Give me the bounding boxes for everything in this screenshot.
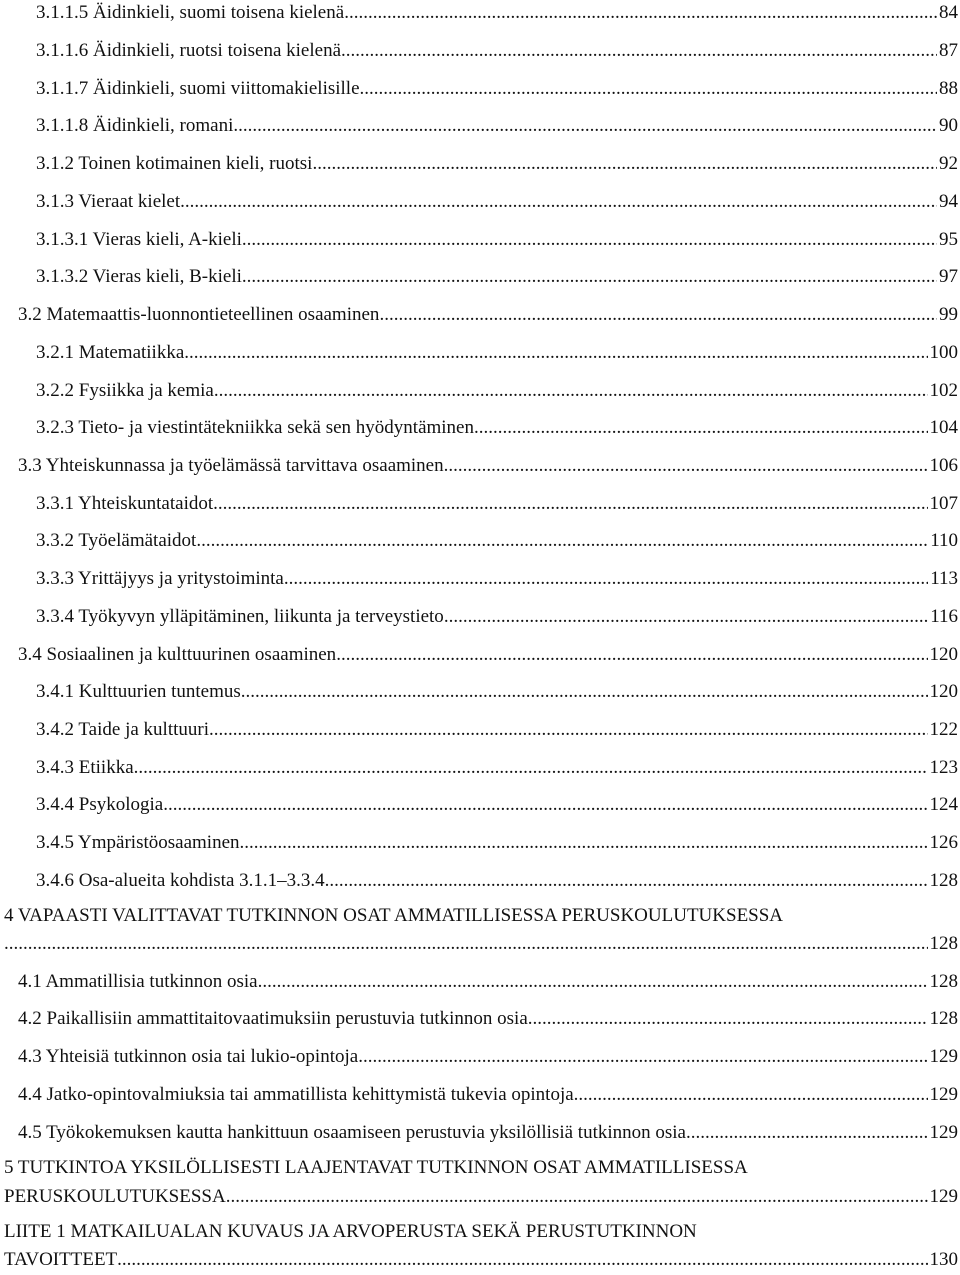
dot-leader [240, 832, 928, 854]
toc-entry-page: 129 [929, 1122, 958, 1143]
toc-entry-page: 120 [929, 681, 958, 702]
dot-leader [284, 568, 928, 590]
toc-entry-title: 3.2.2 Fysiikka ja kemia [36, 380, 214, 401]
dot-leader [474, 417, 928, 439]
toc-entry-title: 3.2 Matemaattis-luonnontieteellinen osaaminen [18, 304, 380, 325]
toc-entry-title: 3.4.1 Kulttuurien tuntemus [36, 681, 241, 702]
toc-entry-page: 99 [939, 304, 958, 325]
toc-entry[interactable] [36, 115, 958, 141]
toc-entry[interactable] [36, 229, 958, 255]
dot-leader [134, 757, 928, 779]
toc-entry[interactable] [36, 719, 958, 745]
toc-entry-page: 123 [929, 757, 958, 778]
toc-entry[interactable] [18, 304, 958, 330]
dot-leader [226, 1186, 928, 1208]
toc-entry-title: 3.4.5 Ympäristöosaaminen [36, 832, 240, 853]
dot-leader [336, 644, 927, 666]
toc-entry[interactable] [18, 1046, 958, 1072]
toc-entry[interactable] [36, 40, 958, 66]
dot-leader [344, 2, 937, 24]
toc-entry-page: 94 [939, 191, 958, 212]
toc-entry-title[interactable]: LIITE 1 MATKAILUALAN KUVAUS JA ARVOPERUSTA SEKÄ PERUSTUTKINNON [4, 1221, 697, 1242]
toc-entry-title-cont: PERUSKOULUTUKSESSA [4, 1186, 226, 1207]
toc-entry-page: 88 [939, 78, 958, 99]
toc-entry-title: 3.1.3 Vieraat kielet [36, 191, 181, 212]
toc-entry[interactable] [4, 1249, 958, 1275]
toc-entry-title: 3.4.3 Etiikka [36, 757, 134, 778]
toc-entry-page: 102 [929, 380, 958, 401]
toc-entry[interactable] [36, 342, 958, 368]
dot-leader [241, 681, 928, 703]
toc-entry[interactable] [18, 644, 958, 670]
toc-entry[interactable] [18, 455, 958, 481]
toc-entry-title: 3.1.1.6 Äidinkieli, ruotsi toisena kielenä [36, 40, 342, 61]
toc-entry-title: 4.2 Paikallisiin ammattitaitovaatimuksiin perustuvia tutkinnon osia [18, 1008, 528, 1029]
toc-entry-page: 100 [929, 342, 958, 363]
toc-entry-page: 129 [929, 1084, 958, 1105]
toc-entry-title: 3.3 Yhteiskunnassa ja työelämässä tarvittava osaaminen [18, 455, 444, 476]
toc-entry[interactable] [36, 870, 958, 896]
toc-entry-title: 3.1.1.7 Äidinkieli, suomi viittomakielisille [36, 78, 360, 99]
toc-entry-title: 4.3 Yhteisiä tutkinnon osia tai lukio-opintoja [18, 1046, 359, 1067]
toc-entry[interactable] [36, 380, 958, 406]
toc-entry-title: 3.4.4 Psykologia [36, 794, 164, 815]
toc-entry[interactable] [36, 191, 958, 217]
toc-entry-title: 3.4.6 Osa-alueita kohdista 3.1.1–3.3.4 [36, 870, 325, 891]
dot-leader [325, 870, 928, 892]
toc-entry-title: 4.1 Ammatillisia tutkinnon osia [18, 971, 258, 992]
toc-entry-title: 3.1.3.2 Vieras kieli, B-kieli [36, 266, 242, 287]
dot-leader [242, 266, 937, 288]
dot-leader [233, 115, 937, 137]
dot-leader [213, 493, 927, 515]
toc-entry-title[interactable]: 4 VAPAASTI VALITTAVAT TUTKINNON OSAT AMMATILLISESSA PERUSKOULUTUKSESSA [4, 905, 784, 926]
toc-entry[interactable] [36, 530, 958, 556]
toc-entry-page: 84 [939, 2, 958, 23]
toc-entry[interactable] [4, 1186, 958, 1212]
toc-entry[interactable] [36, 266, 958, 292]
dot-leader [686, 1122, 928, 1144]
toc-entry-page: 113 [930, 568, 958, 589]
toc-entry-page: 128 [929, 933, 958, 954]
toc-entry-page: 126 [929, 832, 958, 853]
toc-entry[interactable] [36, 493, 958, 519]
toc-entry-page: 129 [929, 1186, 958, 1207]
dot-leader [184, 342, 927, 364]
dot-leader [258, 971, 928, 993]
toc-entry[interactable] [36, 832, 958, 858]
toc-entry-page: 129 [929, 1046, 958, 1067]
dot-leader [242, 229, 937, 251]
toc-entry[interactable] [36, 568, 958, 594]
toc-entry-title: 4.4 Jatko-opintovalmiuksia tai ammatillista kehittymistä tukevia opintoja [18, 1084, 574, 1105]
toc-entry-page: 92 [939, 153, 958, 174]
toc-entry-title-cont: TAVOITTEET [4, 1249, 118, 1270]
toc-entry-page: 120 [929, 644, 958, 665]
toc-entry-page: 130 [929, 1249, 958, 1270]
toc-entry-title: 3.4 Sosiaalinen ja kulttuurinen osaaminen [18, 644, 337, 665]
toc-entry-title: 3.2.3 Tieto- ja viestintätekniikka sekä sen hyödyntäminen [36, 417, 474, 438]
toc-entry-title: 3.3.1 Yhteiskuntataidot [36, 493, 214, 514]
toc-entry[interactable] [4, 933, 958, 959]
toc-entry[interactable] [36, 2, 958, 28]
dot-leader [163, 794, 927, 816]
toc-entry-page: 87 [939, 40, 958, 61]
dot-leader [180, 191, 937, 213]
dot-leader [379, 304, 937, 326]
dot-leader [209, 719, 928, 741]
dot-leader [214, 380, 928, 402]
dot-leader [341, 40, 937, 62]
toc-entry[interactable] [36, 417, 958, 443]
toc-entry[interactable] [36, 794, 958, 820]
dot-leader [444, 455, 928, 477]
toc-entry-title: 4.5 Työkokemuksen kautta hankittuun osaamiseen perustuvia yksilöllisiä tutkinnon osia [18, 1122, 686, 1143]
toc-entry[interactable] [36, 757, 958, 783]
toc-entry[interactable] [36, 681, 958, 707]
dot-leader [528, 1008, 928, 1030]
toc-entry-title[interactable]: 5 TUTKINTOA YKSILÖLLISESTI LAAJENTAVAT TUTKINNON OSAT AMMATILLISESSA [4, 1157, 748, 1178]
toc-entry-page: 90 [939, 115, 958, 136]
toc-entry-page: 104 [929, 417, 958, 438]
toc-entry-page: 116 [930, 606, 958, 627]
toc-entry-title: 3.3.4 Työkyvyn ylläpitäminen, liikunta ja terveystieto [36, 606, 444, 627]
dot-leader [444, 606, 928, 628]
toc-entry-title: 3.1.2 Toinen kotimainen kieli, ruotsi [36, 153, 313, 174]
dot-leader [360, 78, 937, 100]
toc-entry-title: 3.3.3 Yrittäjyys ja yritystoiminta [36, 568, 284, 589]
dot-leader [312, 153, 937, 175]
toc-entry-page: 110 [930, 530, 958, 551]
toc-entry-title: 3.4.2 Taide ja kulttuuri [36, 719, 209, 740]
toc-entry-page: 128 [929, 971, 958, 992]
toc-entry-title: 3.2.1 Matematiikka [36, 342, 185, 363]
toc-entry[interactable] [18, 971, 958, 997]
toc-entry-title: 3.1.3.1 Vieras kieli, A-kieli [36, 229, 242, 250]
toc-entry-page: 124 [929, 794, 958, 815]
dot-leader [196, 530, 928, 552]
toc-entry-page: 107 [929, 493, 958, 514]
toc-entry-page: 128 [929, 1008, 958, 1029]
dot-leader [574, 1084, 928, 1106]
toc-entry-title: 3.1.1.5 Äidinkieli, suomi toisena kielenä [36, 2, 345, 23]
toc-entry-title: 3.3.2 Työelämätaidot [36, 530, 197, 551]
toc-entry[interactable] [18, 1122, 958, 1148]
toc-entry-title: 3.1.1.8 Äidinkieli, romani [36, 115, 234, 136]
toc-entry[interactable] [18, 1084, 958, 1110]
toc-entry-page: 97 [939, 266, 958, 287]
toc-entry[interactable] [36, 78, 958, 104]
toc-entry[interactable] [36, 606, 958, 632]
toc-entry[interactable] [18, 1008, 958, 1034]
toc-entry-page: 122 [929, 719, 958, 740]
dot-leader [358, 1046, 927, 1068]
toc-entry[interactable] [36, 153, 958, 179]
toc-entry-page: 128 [929, 870, 958, 891]
toc-entry-page: 95 [939, 229, 958, 250]
toc-entry-page: 106 [929, 455, 958, 476]
dot-leader [4, 933, 928, 955]
